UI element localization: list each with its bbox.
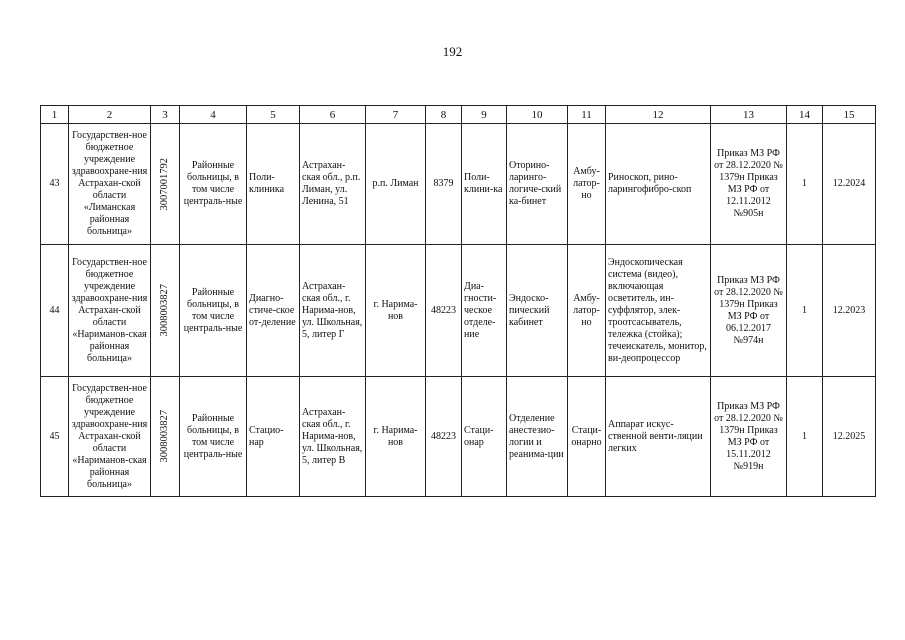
col-header: 7 — [366, 106, 426, 124]
order-reference: Приказ МЗ РФ от 28.12.2020 № 1379н Приказ МЗ РФ от 12.11.2012 №905н — [711, 124, 787, 245]
address: Астрахан-ская обл., г. Нарима-нов, ул. Школьная, 5, литер В — [300, 377, 366, 497]
department: Поли-клини-ка — [462, 124, 507, 245]
col-header: 13 — [711, 106, 787, 124]
table-row — [41, 124, 876, 245]
col-header: 10 — [507, 106, 568, 124]
registry-table — [40, 105, 876, 497]
row-number: 44 — [41, 245, 69, 377]
table-row — [41, 245, 876, 377]
cabinet: Оторино-ларинго-логиче-ский ка-бинет — [507, 124, 568, 245]
page-number: 192 — [442, 44, 463, 59]
population: 48223 — [426, 377, 462, 497]
col-header: 4 — [180, 106, 247, 124]
inn-value: 3008003827 — [159, 284, 170, 337]
quantity: 1 — [787, 124, 823, 245]
table-row — [41, 377, 876, 497]
row-number: 43 — [41, 124, 69, 245]
locality: р.п. Лиман — [366, 124, 426, 245]
department: Стаци-онар — [462, 377, 507, 497]
population: 48223 — [426, 245, 462, 377]
institution-type: Районные больницы, в том числе централь-ные — [180, 124, 247, 245]
care-form: Стаци-онарно — [568, 377, 606, 497]
institution-name: Государствен-ное бюджетное учреждение здравоохране-ния Астрахан-ской области «Нариманов-ская районная больница» — [69, 377, 151, 497]
col-header: 15 — [823, 106, 876, 124]
equipment: Аппарат искус-ственной венти-ляции легких — [606, 377, 711, 497]
date: 12.2025 — [823, 377, 876, 497]
institution-type: Районные больницы, в том числе централь-ные — [180, 377, 247, 497]
inn-cell — [151, 245, 180, 377]
header-row — [41, 106, 876, 124]
col-header: 12 — [606, 106, 711, 124]
order-reference: Приказ МЗ РФ от 28.12.2020 № 1379н Приказ МЗ РФ от 06.12.2017 №974н — [711, 245, 787, 377]
inn-cell — [151, 124, 180, 245]
locality: г. Нарима-нов — [366, 245, 426, 377]
equipment: Риноскоп, рино-ларингофибро-скоп — [606, 124, 711, 245]
col-header: 8 — [426, 106, 462, 124]
locality: г. Нарима-нов — [366, 377, 426, 497]
cabinet: Эндоско-пический кабинет — [507, 245, 568, 377]
population: 8379 — [426, 124, 462, 245]
quantity: 1 — [787, 245, 823, 377]
institution-name: Государствен-ное бюджетное учреждение здравоохране-ния Астрахан-ской области «Лиманская районная больница» — [69, 124, 151, 245]
subdivision: Диагно-стиче-ское от-деление — [247, 245, 300, 377]
col-header: 14 — [787, 106, 823, 124]
care-form: Амбу-латор-но — [568, 124, 606, 245]
order-reference: Приказ МЗ РФ от 28.12.2020 № 1379н Приказ МЗ РФ от 15.11.2012 №919н — [711, 377, 787, 497]
inn-value: 3007001792 — [159, 157, 170, 211]
address: Астрахан-ская обл., р.п. Лиман, ул. Ленина, 51 — [300, 124, 366, 245]
subdivision: Поли-клиника — [247, 124, 300, 245]
col-header: 2 — [69, 106, 151, 124]
date: 12.2023 — [823, 245, 876, 377]
institution-name: Государствен-ное бюджетное учреждение здравоохране-ния Астрахан-ской области «Нариманов-ская районная больница» — [69, 245, 151, 377]
care-form: Амбу-латор-но — [568, 245, 606, 377]
row-number: 45 — [41, 377, 69, 497]
quantity: 1 — [787, 377, 823, 497]
cabinet: Отделение анестезио-логии и реанима-ции — [507, 377, 568, 497]
equipment: Эндоскопическая система (видео), включающая осветитель, ин-суффлятор, элек-троотсасыватель, тележка (стойка); течеискатель, монитор, ви-деопроцессор — [606, 245, 711, 377]
inn-value: 3008003827 — [159, 410, 170, 463]
col-header: 3 — [151, 106, 180, 124]
col-header: 9 — [462, 106, 507, 124]
col-header: 6 — [300, 106, 366, 124]
date: 12.2024 — [823, 124, 876, 245]
address: Астрахан-ская обл., г. Нарима-нов, ул. Школьная, 5, литер Г — [300, 245, 366, 377]
institution-type: Районные больницы, в том числе централь-ные — [180, 245, 247, 377]
inn-cell — [151, 377, 180, 497]
subdivision: Стацио-нар — [247, 377, 300, 497]
col-header: 1 — [41, 106, 69, 124]
department: Диа-гности-ческое отделе-ние — [462, 245, 507, 377]
col-header: 11 — [568, 106, 606, 124]
col-header: 5 — [247, 106, 300, 124]
